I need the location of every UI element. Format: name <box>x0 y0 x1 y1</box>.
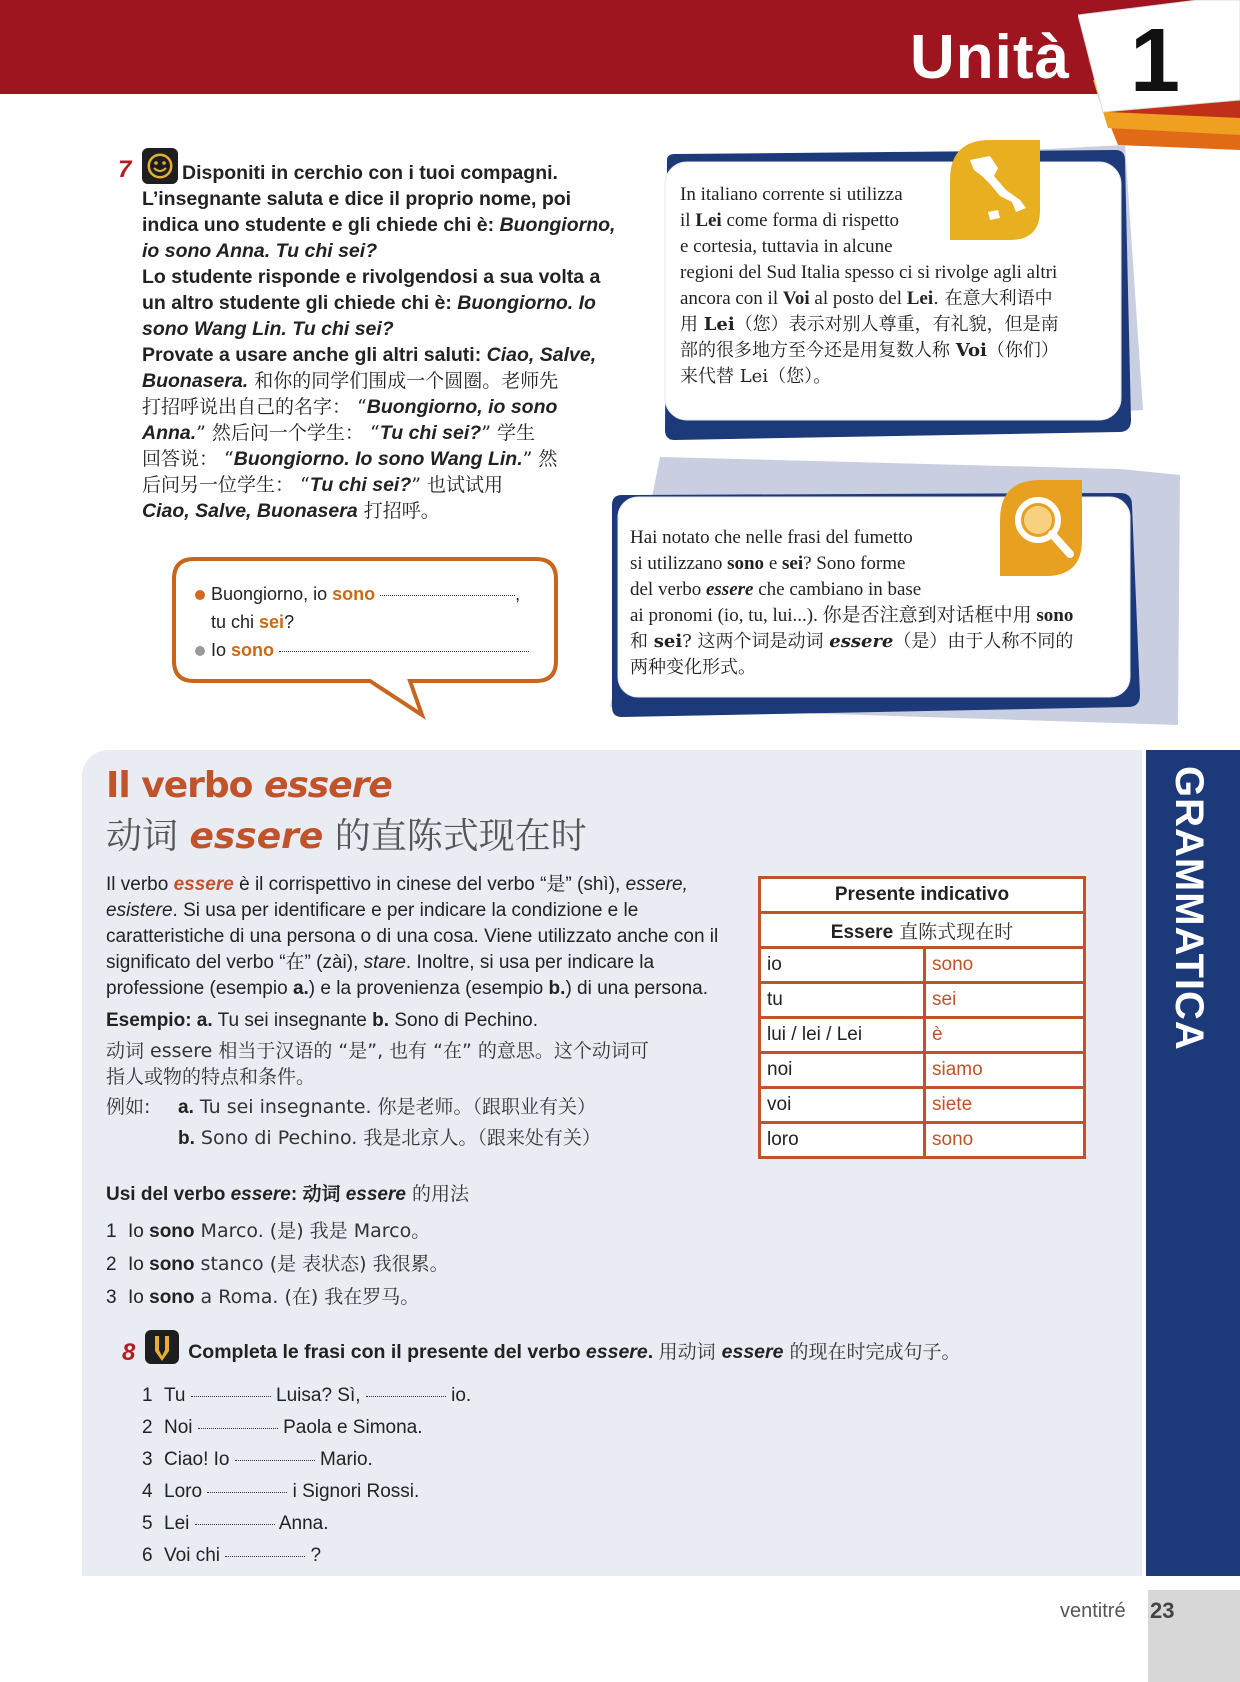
info-card-1-text <box>680 182 1120 390</box>
g-span: Il verbo <box>106 874 174 895</box>
bubble-highlight: sono <box>231 640 275 660</box>
list-item <box>142 1444 471 1476</box>
exercise-7-instructions <box>142 160 622 524</box>
item-number: 6 <box>142 1545 153 1566</box>
grammar-line <box>106 950 736 976</box>
g-italic: stare <box>363 952 406 973</box>
g-bold: a. <box>178 1097 194 1118</box>
answer-blank[interactable] <box>207 1491 287 1493</box>
grammar-example-b <box>106 1125 736 1152</box>
ex7-line-italic: sono Wang Lin. Tu chi sei? <box>142 318 394 340</box>
card1-line: regioni del Sud Italia spesso ci si rivolge agli altri <box>680 262 1058 283</box>
table-row <box>760 1088 1085 1123</box>
answer-blank[interactable] <box>191 1395 271 1397</box>
g-bold: Esempio: a. <box>106 1010 213 1031</box>
g-italic: essere, <box>625 874 688 895</box>
usage-heading-italic: essere <box>230 1184 291 1205</box>
orange-bullet-icon <box>195 590 205 600</box>
g-span: ) e la provenienza (esempio <box>308 978 549 999</box>
item-text: Noi <box>164 1417 193 1438</box>
usage-heading <box>106 1178 806 1211</box>
grey-bullet-icon <box>195 646 205 656</box>
usage-heading-text: Usi del verbo <box>106 1184 231 1205</box>
grammar-example-line <box>106 1008 736 1034</box>
card1-line <box>680 312 1120 338</box>
ex7-line-chinese: ” 然后问一个学生： “ <box>196 422 380 444</box>
card1-line: e cortesia, tuttavia in alcune <box>680 236 893 257</box>
item-text: Tu <box>164 1385 186 1406</box>
grammar-line <box>106 872 736 898</box>
answer-blank[interactable] <box>198 1427 278 1429</box>
card2-line <box>630 577 1140 603</box>
g-span: è il corrispettivo in cinese del verbo “是” (shì), <box>233 874 626 895</box>
grammar-subtitle <box>106 808 587 859</box>
item-number: 2 <box>142 1417 153 1438</box>
usage-bold: sono <box>149 1287 195 1308</box>
usage-section <box>106 1178 806 1314</box>
card2-line <box>630 629 1140 655</box>
grammar-title <box>106 765 392 806</box>
ex7-line-chinese: 回答说： “ <box>142 448 234 470</box>
bubble-line-b <box>195 636 545 664</box>
ex7-line-chinese: ” 也试试用 <box>411 474 504 496</box>
card1-line: 来代替 Lei（您）。 <box>680 366 832 387</box>
table-header-row <box>760 913 1085 948</box>
ex7-line: indica uno studente e gli chiede chi è: <box>142 214 500 236</box>
grammar-explanation <box>106 872 736 1152</box>
usage-number: 1 <box>106 1221 117 1242</box>
list-item <box>142 1476 471 1508</box>
ex7-line-italic: Buonasera. <box>142 370 249 392</box>
item-text: Ciao! Io <box>164 1449 230 1470</box>
grammar-subtitle-text: 动词 <box>106 816 190 857</box>
card2-bold: sei <box>653 631 683 652</box>
card1-span: . 在意大利语中 <box>933 288 1053 309</box>
verb-form-cell: siamo <box>925 1053 1085 1088</box>
g-span: significato del verbo “在” (zài), <box>106 952 364 973</box>
table-header-text: Essere <box>830 921 894 943</box>
ex7-line-chinese: 后问另一位学生： “ <box>142 474 310 496</box>
bubble-line-a2 <box>195 608 545 636</box>
g-bold: b. <box>372 1010 390 1031</box>
g-bold: a. <box>292 978 309 999</box>
grammar-example-a <box>106 1094 736 1121</box>
card2-bold: essere <box>829 631 894 652</box>
bubble-highlight: sei <box>259 612 285 632</box>
grammar-title-text: Il verbo <box>106 765 264 806</box>
usage-number: 2 <box>106 1254 117 1275</box>
item-number: 1 <box>142 1385 153 1406</box>
card2-bold: essere <box>705 579 754 600</box>
ex7-line-chinese: 打招呼说出自己的名字： “ <box>142 396 367 418</box>
answer-blank[interactable] <box>380 594 515 596</box>
ex7-line: un altro studente gli chiede chi è: <box>142 292 458 314</box>
card1-line: In italiano corrente si utilizza <box>680 184 903 205</box>
usage-text: stanco (是 表状态) 我很累。 <box>194 1253 449 1275</box>
g-span: Sono di Pechino. 我是北京人。（跟来处有关） <box>194 1127 601 1149</box>
speech-bubble-text <box>195 580 545 664</box>
verb-form-cell: sei <box>925 983 1085 1018</box>
item-text: Paola e Simona. <box>283 1417 423 1438</box>
usage-bold: sono <box>149 1221 195 1242</box>
ex7-line-italic: Buongiorno. Io sono Wang Lin. <box>233 448 523 470</box>
g-highlight: essere <box>173 874 234 895</box>
g-span: . Inoltre, si usa per indicare la <box>405 952 655 973</box>
g-bold: b. <box>548 978 566 999</box>
exercise-7-number <box>118 156 131 184</box>
bubble-text: Io <box>211 640 232 660</box>
ex8-text: 用动词 <box>658 1341 722 1363</box>
card2-span: （是）由于人称不同的 <box>893 631 1074 652</box>
ex7-line-chinese: 和你的同学们围成一个圆圈。老师先 <box>248 370 559 392</box>
ex7-line: L’insegnante saluta e dice il proprio nome, poi <box>142 188 572 210</box>
card1-bold: Voi <box>955 340 987 361</box>
card2-span: 和 <box>630 631 654 652</box>
pronoun-cell: loro <box>760 1123 925 1158</box>
ex7-line-chinese: ” 然 <box>522 448 558 470</box>
exercise-number: 7 <box>118 156 132 183</box>
ex7-line-italic: Ciao, Salve, <box>486 344 597 366</box>
card1-bold: Lei <box>695 210 722 231</box>
item-text: Voi chi <box>164 1545 220 1566</box>
grammar-line <box>106 976 736 1002</box>
pronoun-cell: noi <box>760 1053 925 1088</box>
grammar-chinese-line: 指人或物的特点和条件。 <box>106 1066 316 1088</box>
card2-line: Hai notato che nelle frasi del fumetto <box>630 527 913 548</box>
usage-number: 3 <box>106 1287 117 1308</box>
grammar-subtitle-text: 的直陈式现在时 <box>323 816 587 857</box>
grammar-side-text: GRAMMATICA <box>1167 766 1211 1051</box>
ex7-line-italic: Anna. <box>142 422 197 444</box>
bubble-text: ? <box>284 612 295 632</box>
item-number: 5 <box>142 1513 153 1534</box>
card2-span: ? 这两个词是动词 <box>682 631 830 652</box>
answer-blank[interactable] <box>235 1459 315 1461</box>
ex8-text: . <box>647 1341 659 1363</box>
g-span: Tu sei insegnante <box>212 1010 373 1031</box>
g-span: ) di una persona. <box>565 978 709 999</box>
item-text: Mario. <box>320 1449 373 1470</box>
card2-span: ai pronomi (io, tu, lui...). 你是否注意到对话框中用 <box>630 605 1037 626</box>
usage-heading-text: : 动词 <box>290 1184 346 1205</box>
table-row <box>760 1018 1085 1053</box>
card1-span: 部的很多地方至今还是用复数人称 <box>680 340 956 361</box>
ex7-line-italic: Buongiorno, <box>499 214 616 236</box>
ex7-line-italic: Ciao, Salve, Buonasera <box>142 500 358 522</box>
bubble-highlight: sono <box>332 584 376 604</box>
unit-label: Unità <box>910 23 1070 92</box>
g-span: . Si usa per identificare e per indicare la condizione e le <box>172 900 639 921</box>
ex7-line: Disponiti in cerchio con i tuoi compagni. <box>182 162 558 184</box>
card2-span: ? Sono forme <box>803 553 906 574</box>
grammar-side-label <box>1146 760 1240 1060</box>
grammar-title-italic: essere <box>263 765 392 806</box>
list-item <box>106 1281 806 1314</box>
ex8-text: 的现在时完成句子。 <box>783 1341 961 1363</box>
bubble-line-a: Buongiorno, io sono , <box>195 580 545 608</box>
info-card-2-text <box>630 525 1140 681</box>
usage-bold: sono <box>149 1254 195 1275</box>
card1-bold: Voi <box>782 288 810 309</box>
item-text: Anna. <box>278 1513 329 1534</box>
pronoun-cell: lui / lei / Lei <box>760 1018 925 1053</box>
item-text: ? <box>310 1545 322 1566</box>
card2-line <box>630 551 1140 577</box>
usage-text: Io <box>128 1221 150 1242</box>
bubble-text: tu chi <box>211 612 260 632</box>
card1-span: ancora con il <box>680 288 783 309</box>
usage-text: Io <box>128 1254 150 1275</box>
card2-bold: sei <box>782 553 804 574</box>
ex8-italic: essere <box>721 1341 784 1363</box>
card2-span: del verbo <box>630 579 706 600</box>
card1-span: al posto del <box>809 288 907 309</box>
pronoun-cell: io <box>760 948 925 983</box>
g-span: 例如: <box>106 1096 151 1118</box>
card1-span: （你们） <box>986 340 1059 361</box>
usage-text: a Roma. (在) 我在罗马。 <box>194 1286 420 1308</box>
item-text: Luisa? Sì, <box>276 1385 361 1406</box>
card2-span: e <box>764 553 782 574</box>
card1-span: （您）表示对别人尊重，有礼貌，但是南 <box>734 314 1059 335</box>
exercise-8-heading <box>122 1330 1122 1365</box>
conjugation-table <box>758 876 1086 1159</box>
g-italic: esistere <box>106 900 173 921</box>
usage-text: Marco. (是) 我是 Marco。 <box>194 1220 431 1242</box>
item-number: 3 <box>142 1449 153 1470</box>
item-text: Lei <box>164 1513 190 1534</box>
ex8-italic: essere <box>585 1341 648 1363</box>
ex7-line-chinese: ” 学生 <box>481 422 535 444</box>
ex7-line-italic: Buongiorno. Io <box>457 292 596 314</box>
card1-bold: Lei <box>906 288 934 309</box>
item-text: io. <box>451 1385 472 1406</box>
item-number: 4 <box>142 1481 153 1502</box>
unit-number: 1 <box>1130 11 1181 111</box>
ex7-line: Provate a usare anche gli altri saluti: <box>142 344 487 366</box>
table-row <box>760 983 1085 1018</box>
g-span: Sono di Pechino. <box>389 1010 538 1031</box>
card1-span: 用 <box>680 314 704 335</box>
table-header-text: 直陈式现在时 <box>893 920 1014 943</box>
usage-text: Io <box>128 1287 150 1308</box>
ex7-line-italic: Tu chi sei? <box>379 422 482 444</box>
g-bold: b. <box>178 1128 195 1149</box>
card1-line <box>680 208 1120 234</box>
grammar-line: caratteristiche di una persona o di una cosa. Viene utilizzato anche con il <box>106 926 719 947</box>
list-item <box>142 1380 471 1412</box>
table-header: Presente indicativo <box>760 878 1085 913</box>
table-row <box>760 1123 1085 1158</box>
g-span: professione (esempio <box>106 978 293 999</box>
list-item <box>142 1540 471 1572</box>
card2-bold: sono <box>1036 605 1074 626</box>
card2-line: 两种变化形式。 <box>630 657 756 678</box>
page-number-word: ventitré <box>1060 1600 1126 1622</box>
exercise-number: 8 <box>122 1339 136 1366</box>
usage-heading-text: 的用法 <box>405 1183 470 1205</box>
page-number: 23 <box>1150 1598 1175 1623</box>
verb-form-cell: è <box>925 1018 1085 1053</box>
table-header-row <box>760 878 1085 913</box>
card1-span: come forma di rispetto <box>721 210 899 231</box>
bubble-text: Buongiorno, io <box>211 584 333 604</box>
pronoun-cell: voi <box>760 1088 925 1123</box>
answer-blank[interactable] <box>366 1395 446 1397</box>
card2-span: si utilizzano <box>630 553 728 574</box>
card2-bold: sono <box>727 553 765 574</box>
grammar-line <box>106 898 736 924</box>
table-header <box>760 913 1085 948</box>
answer-blank[interactable] <box>195 1523 275 1525</box>
card2-line <box>630 603 1140 629</box>
table-row <box>760 1053 1085 1088</box>
answer-blank[interactable] <box>225 1555 305 1557</box>
card1-bold: Lei <box>703 314 735 335</box>
pencil-icon <box>145 1330 179 1364</box>
item-text: i Signori Rossi. <box>292 1481 420 1502</box>
ex7-line-italic: Tu chi sei? <box>309 474 412 496</box>
ex8-text: Completa le frasi con il presente del verbo <box>188 1341 586 1363</box>
card1-line <box>680 286 1120 312</box>
card1-span: il <box>680 210 696 231</box>
usage-heading-italic: essere <box>345 1184 406 1205</box>
ex7-line-italic: Buongiorno, io sono <box>366 396 558 418</box>
verb-form-cell: sono <box>925 1123 1085 1158</box>
grammar-chinese-line: 动词 essere 相当于汉语的 “是”, 也有 “在” 的意思。这个动词可 <box>106 1040 649 1062</box>
verb-form-cell: sono <box>925 948 1085 983</box>
verb-form-cell: siete <box>925 1088 1085 1123</box>
ex7-line: Lo studente risponde e rivolgendosi a sua volta a <box>142 266 601 288</box>
answer-blank[interactable] <box>279 650 529 652</box>
list-item <box>106 1215 806 1248</box>
grammar-subtitle-highlight: essere <box>189 816 324 857</box>
table-row <box>760 948 1085 983</box>
card2-span: che cambiano in base <box>753 579 922 600</box>
list-item <box>106 1248 806 1281</box>
list-item <box>142 1508 471 1540</box>
exercise-8-list <box>142 1380 471 1572</box>
item-text: Loro <box>164 1481 203 1502</box>
pronoun-cell: tu <box>760 983 925 1018</box>
list-item <box>142 1412 471 1444</box>
card1-line <box>680 338 1120 364</box>
ex7-line-chinese: 打招呼。 <box>357 500 440 522</box>
g-span: Tu sei insegnante. 你是老师。（跟职业有关） <box>193 1096 597 1118</box>
ex7-line-italic: io sono Anna. Tu chi sei? <box>142 240 378 262</box>
